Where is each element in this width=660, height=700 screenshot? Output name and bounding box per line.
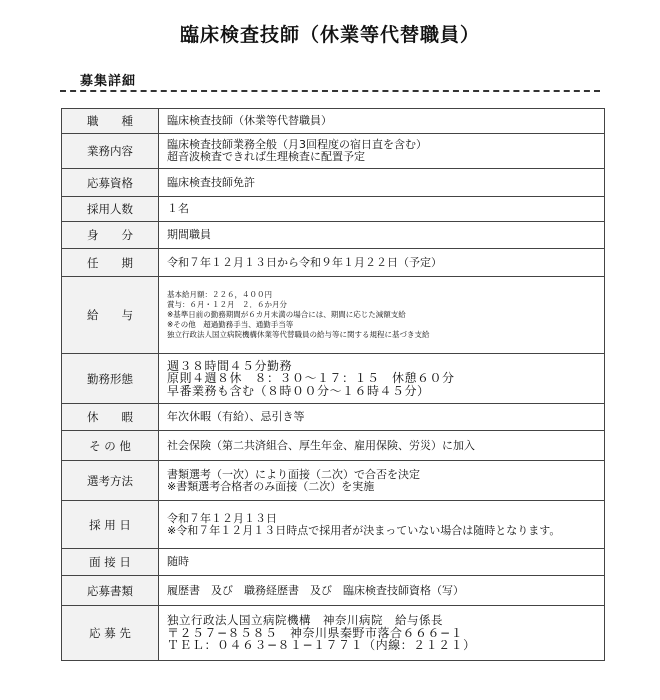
row-value [159,354,605,404]
table-row [62,197,605,222]
row-value [159,134,605,169]
value-line: 週３８時間４５分勤務 [167,358,293,373]
value-line: 賞与：６月・１２月 ２．６か月分 [167,300,287,309]
value-line: 独立行政法人国立病院機構 神奈川病院 給与係長 [167,613,443,628]
value-line: 令和７年１２月１３日から令和９年１月２２日（予定） [167,255,442,269]
row-label: 給 与 [62,277,159,354]
value-line: １名 [167,202,189,215]
row-label: 採 用 日 [62,501,159,549]
value-line: 令和７年１２月１３日 [167,511,277,525]
row-label: 身 分 [62,222,159,249]
row-label: 面 接 日 [62,549,159,576]
value-line: 原則４週８休 ８：３０〜１７：１５ 休憩６０分 [167,371,455,386]
row-value [159,549,605,576]
row-label: 応募書類 [62,576,159,606]
value-line: ※書類選考合格者のみ面接（二次）を実施 [167,479,375,493]
value-line: 臨床検査技師免許 [167,175,255,189]
value-line: 期間職員 [167,228,211,241]
row-value [159,109,605,134]
row-label: 休 暇 [62,404,159,431]
row-value [159,277,605,354]
value-line: 随時 [167,555,189,568]
table-row [62,109,605,134]
row-value [159,431,605,461]
value-line: 履歴書 及び 職務経歴書 及び 臨床検査技師資格（写） [167,583,464,597]
value-line: 臨床検査技師（休業等代替職員） [167,114,332,127]
row-value [159,249,605,277]
table-row [62,501,605,549]
value-line: 独立行政法人国立病院機構休業等代替職員の給与等に関する規程に基づき支給 [167,330,430,339]
value-line: ※その他 超過勤務手当、通勤手当等 [167,320,294,329]
row-label: 業務内容 [62,134,159,169]
value-line: ＴＥＬ：０４６３−８１−１７７１（内線：２１２１） [167,638,476,653]
row-label: 任 期 [62,249,159,277]
section-heading-label: 募集詳細 [80,74,137,89]
value-line: 基本給月額：２２６，４００円 [167,290,272,299]
value-line: 書類選考（一次）により面接（二次）で合否を決定 [167,467,420,481]
value-line: 年次休暇（有給）、忌引き等 [167,410,305,423]
value-line: 〒２５７−８５８５ 神奈川県秦野市落合６６６−１ [167,625,464,640]
table-row [62,169,605,197]
table-row [62,277,605,354]
row-label: 応 募 先 [62,606,159,661]
row-value [159,169,605,197]
table-row [62,354,605,404]
section-heading [60,70,600,92]
page-title: 臨床検査技師（休業等代替職員） [179,24,480,46]
value-line: 超音波検査できれば生理検査に配置予定 [167,150,365,163]
table-row [62,249,605,277]
row-label: 勤務形態 [62,354,159,404]
value-line: 社会保険（第二共済組合、厚生年金、雇用保険、労災）に加入 [167,438,475,452]
row-value [159,222,605,249]
table-row [62,404,605,431]
table-row [62,606,605,661]
row-label: そ の 他 [62,431,159,461]
row-value [159,606,605,661]
row-value [159,576,605,606]
value-line: ※令和７年１２月１３日時点で採用者が決まっていない場合は随時となります。 [167,523,561,537]
value-line: 早番業務も含む（８時００分〜１６時４５分） [167,383,430,398]
row-value [159,461,605,501]
row-value [159,197,605,222]
table-row [62,222,605,249]
row-label: 職 種 [62,109,159,134]
row-label: 採用人数 [62,197,159,222]
table-row [62,134,605,169]
row-value [159,501,605,549]
table-row [62,549,605,576]
row-label: 応募資格 [62,169,159,197]
table-row [62,576,605,606]
table-row [62,461,605,501]
row-label: 選考方法 [62,461,159,501]
table-row [62,431,605,461]
value-line: ※基準日前の勤務期間が６カ月未満の場合には、期間に応じた減額支給 [167,310,406,319]
recruitment-table [61,108,605,661]
row-value [159,404,605,431]
value-line: 臨床検査技師業務全般（月3回程度の宿日直を含む） [167,138,427,151]
